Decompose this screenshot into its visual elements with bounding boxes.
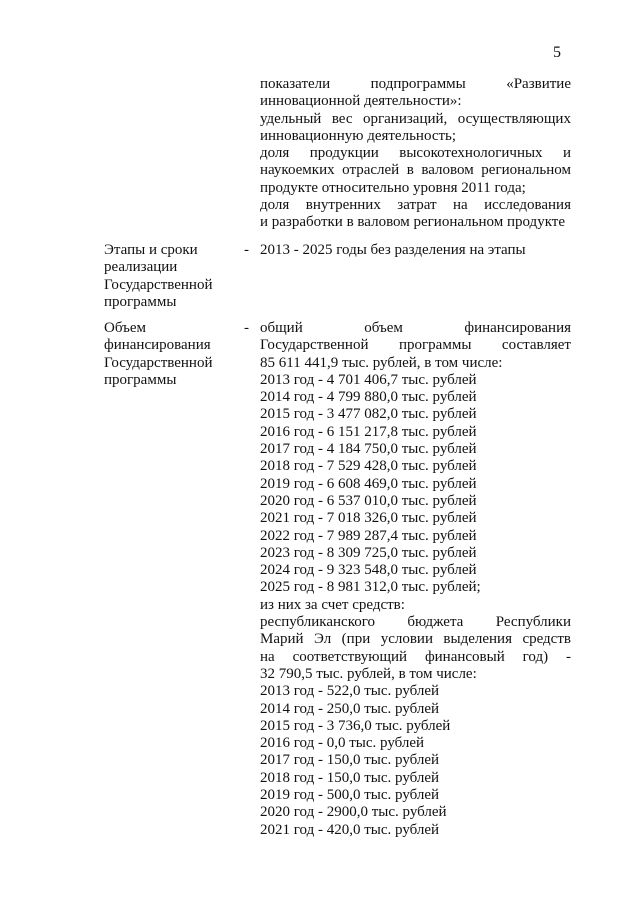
text-line: 2020 год - 2900,0 тыс. рублей xyxy=(260,804,447,821)
text-line: 2024 год - 9 323 548,0 тыс. рублей xyxy=(260,562,477,579)
text-line: 2015 год - 3 736,0 тыс. рублей xyxy=(260,717,451,734)
text-line: 2014 год - 250,0 тыс. рублей xyxy=(260,700,440,717)
text-line xyxy=(260,76,571,93)
word: показатели xyxy=(260,76,331,92)
word: Республики xyxy=(495,614,571,631)
text-line xyxy=(260,631,571,648)
row-financing-value xyxy=(260,320,580,839)
word: валовом xyxy=(421,162,474,179)
word: вес xyxy=(331,110,353,127)
text-line xyxy=(260,614,571,631)
row-stages-label xyxy=(104,242,234,311)
word: осуществляющих xyxy=(457,110,571,127)
text-line: 2016 год - 6 151 217,8 тыс. рублей xyxy=(260,423,477,440)
word: общий xyxy=(260,320,303,336)
word: в xyxy=(406,162,414,179)
word: на xyxy=(452,197,468,214)
text-line: 2019 год - 500,0 тыс. рублей xyxy=(260,787,440,804)
word: составляет xyxy=(501,337,571,354)
word: «Развитие xyxy=(506,76,571,92)
text-line: 2013 - 2025 годы без разделения на этапы xyxy=(260,242,526,258)
text-line: Государственной xyxy=(104,354,213,371)
word: наукоемких xyxy=(260,162,335,179)
text-line xyxy=(260,337,571,354)
text-line: 2020 год - 6 537 010,0 тыс. рублей xyxy=(260,492,477,509)
text-line: продукте относительно уровня 2011 года; xyxy=(260,179,526,196)
word: республиканского xyxy=(260,614,375,631)
text-line: программы xyxy=(104,293,177,310)
word: условии xyxy=(380,631,433,648)
text-line: 2019 год - 6 608 469,0 тыс. рублей xyxy=(260,475,477,492)
row-stages-value xyxy=(260,242,580,259)
text-line xyxy=(260,197,571,214)
word: удельный xyxy=(260,110,322,127)
word: программы xyxy=(399,337,472,354)
word: бюджета xyxy=(407,614,464,631)
word: Марий xyxy=(260,631,304,648)
text-line xyxy=(260,320,571,337)
text-line: 2015 год - 3 477 082,0 тыс. рублей xyxy=(260,406,477,423)
text-line: Этапы и сроки xyxy=(104,242,198,258)
word: организаций, xyxy=(363,110,448,127)
word: доля xyxy=(260,145,290,162)
word: затрат xyxy=(397,197,437,214)
word: внутренних xyxy=(305,197,381,214)
text-line: 2022 год - 7 989 287,4 тыс. рублей xyxy=(260,527,477,544)
row-stages-dash: - xyxy=(244,242,249,258)
text-line xyxy=(260,145,571,162)
word: средств xyxy=(522,631,571,648)
word: отраслей xyxy=(342,162,400,179)
word: региональном xyxy=(481,162,571,179)
word: (при xyxy=(341,631,371,648)
text-line: и разработки в валовом региональном продукте xyxy=(260,214,565,231)
text-line: реализации xyxy=(104,259,178,276)
text-line: 2021 год - 7 018 326,0 тыс. рублей xyxy=(260,510,477,527)
word: и xyxy=(562,145,571,162)
word: финансовый xyxy=(424,648,505,665)
text-line: 2016 год - 0,0 тыс. рублей xyxy=(260,735,425,752)
text-line: 2023 год - 8 309 725,0 тыс. рублей xyxy=(260,544,477,561)
word: выделения xyxy=(443,631,512,648)
text-line: инновационной деятельности»: xyxy=(260,93,462,110)
text-line: Объем xyxy=(104,320,146,336)
page-number: 5 xyxy=(553,44,561,61)
text-line xyxy=(260,162,571,179)
word: высокотехнологичных xyxy=(399,145,543,162)
text-line: Государственной xyxy=(104,276,213,293)
text-line: 2014 год - 4 799 880,0 тыс. рублей xyxy=(260,389,477,406)
word: исследования xyxy=(484,197,571,214)
word: на xyxy=(260,648,275,665)
word: доля xyxy=(260,197,290,214)
text-line: финансирования xyxy=(104,337,211,354)
text-line xyxy=(260,649,571,666)
text-line: 2017 год - 150,0 тыс. рублей xyxy=(260,752,440,769)
text-line: 85 611 441,9 тыс. рублей, в том числе: xyxy=(260,354,503,371)
word: Государственной xyxy=(260,337,369,354)
word: объем xyxy=(364,320,403,336)
text-line: программы xyxy=(104,371,177,388)
word: финансирования xyxy=(464,320,571,336)
text-line xyxy=(260,111,571,128)
text-line: 2013 год - 522,0 тыс. рублей xyxy=(260,683,440,700)
word: - xyxy=(565,648,571,665)
text-line: 2013 год - 4 701 406,7 тыс. рублей xyxy=(260,371,477,388)
text-line: 32 790,5 тыс. рублей, в том числе: xyxy=(260,665,477,682)
text-line: 2018 год - 7 529 428,0 тыс. рублей xyxy=(260,458,477,475)
row-financing-label xyxy=(104,320,234,389)
row-financing-dash: - xyxy=(244,320,249,336)
word: год) xyxy=(522,648,549,665)
text-line: 2018 год - 150,0 тыс. рублей xyxy=(260,769,440,786)
text-line: 2017 год - 4 184 750,0 тыс. рублей xyxy=(260,441,477,458)
text-line: 2025 год - 8 981 312,0 тыс. рублей; xyxy=(260,579,481,596)
text-line: из них за счет средств: xyxy=(260,596,405,613)
text-line: 2021 год - 420,0 тыс. рублей xyxy=(260,821,440,838)
word: продукции xyxy=(309,145,379,162)
text-line: инновационную деятельность; xyxy=(260,127,457,144)
word: Эл xyxy=(314,631,332,648)
indicators-continuation xyxy=(260,76,580,232)
word: подпрограммы xyxy=(370,76,466,92)
word: соответствующий xyxy=(292,648,408,665)
